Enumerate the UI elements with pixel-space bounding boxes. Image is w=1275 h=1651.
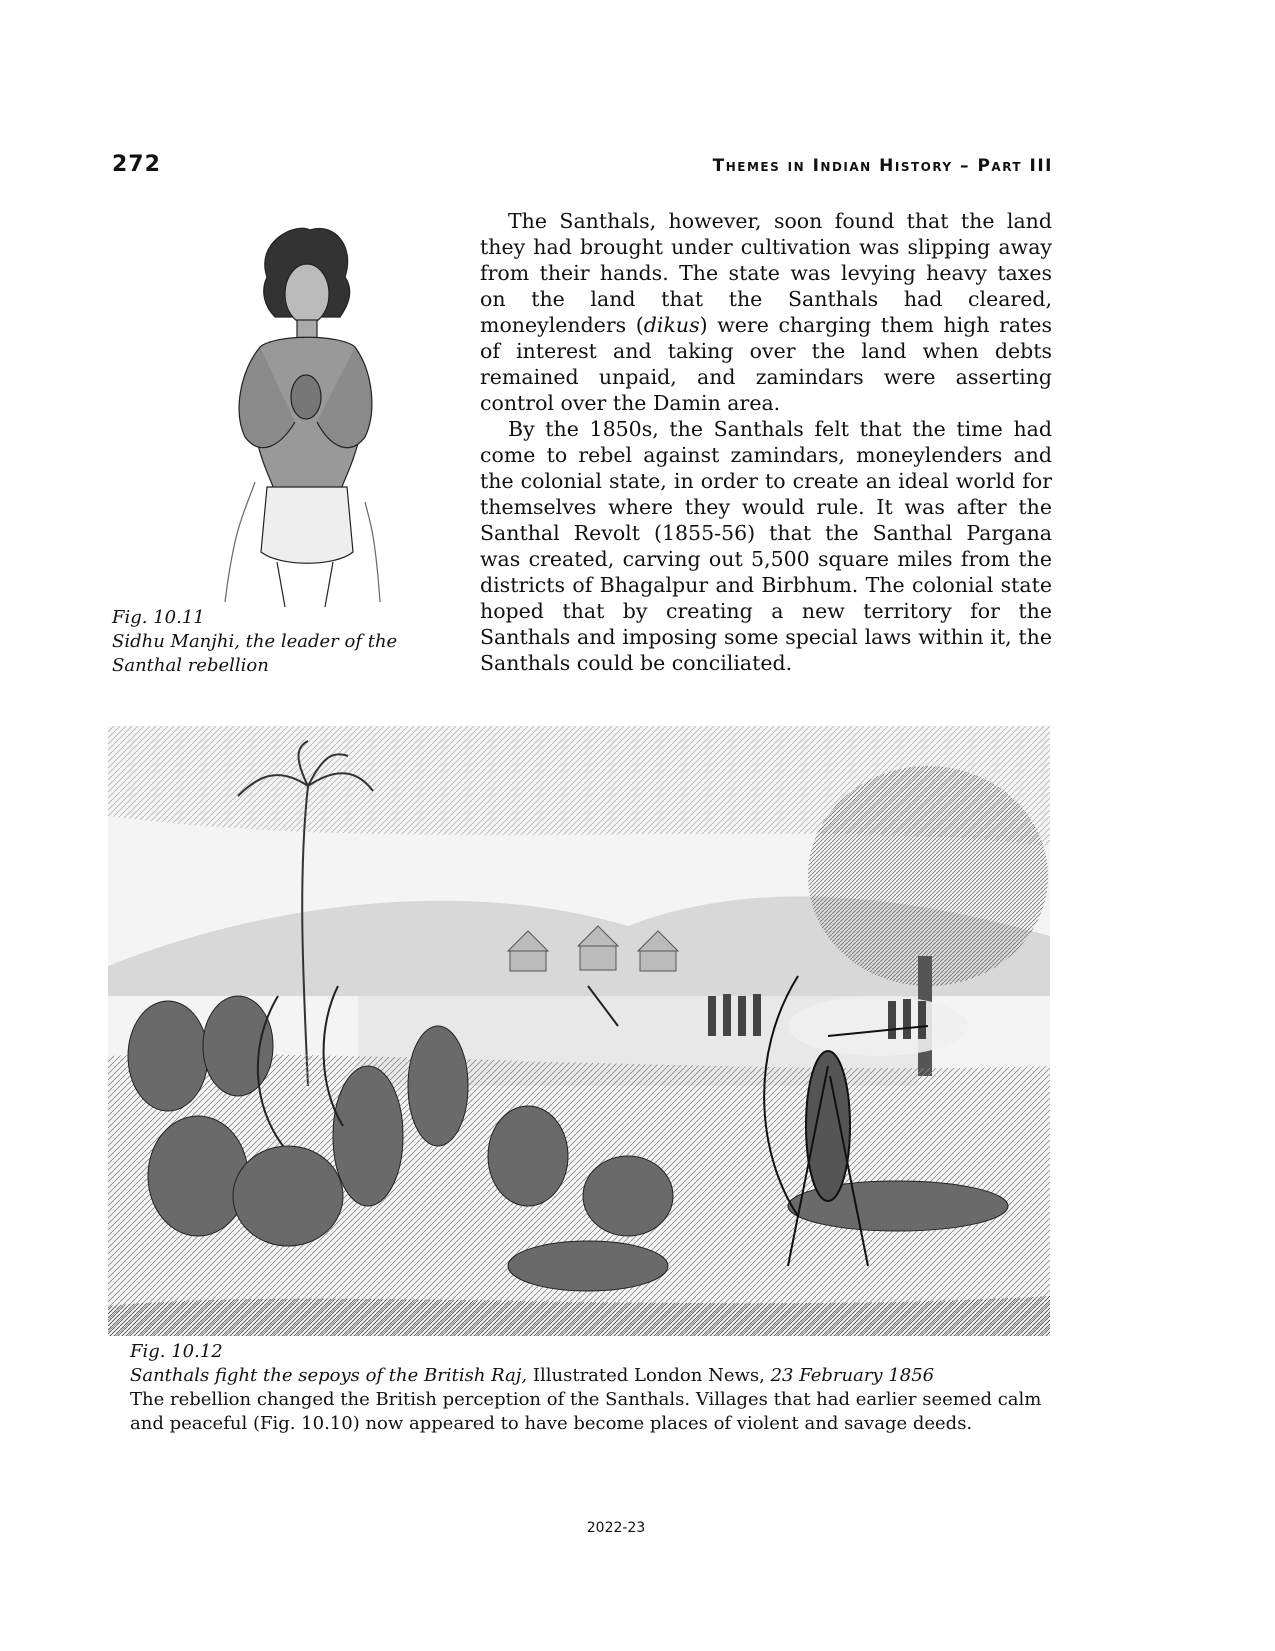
fig-10-12-caption bbox=[130, 1340, 1050, 1436]
portrait-illustration bbox=[205, 222, 405, 607]
caption-line: Sidhu Manjhi, the leader of the bbox=[112, 631, 398, 652]
running-header: Themes in Indian History – Part III bbox=[712, 156, 1053, 176]
italic-term: dikus bbox=[643, 313, 700, 337]
fig-10-11-caption bbox=[112, 606, 442, 678]
paragraph bbox=[480, 208, 1052, 416]
year-footer: 2022-23 bbox=[586, 1520, 646, 1536]
caption-title: Santhals fight the sepoys of the British Raj, bbox=[130, 1365, 528, 1386]
fig-label: Fig. 10.11 bbox=[112, 607, 205, 628]
body-text bbox=[480, 208, 1052, 676]
caption-source: Illustrated London News, bbox=[532, 1365, 765, 1386]
caption-description: The rebellion changed the British perception of the Santhals. Villages that had earlier seemed calm and peaceful (Fig. 10.10) now appeared to have become places of violent and savage deeds. bbox=[130, 1389, 1042, 1434]
fig-label: Fig. 10.12 bbox=[130, 1341, 223, 1362]
caption-date: 23 February 1856 bbox=[770, 1365, 935, 1386]
paragraph: By the 1850s, the Santhals felt that the time had come to rebel against zamindars, moneylenders and the colonial state, in order to create an ideal world for themselves where they would rule. It was after the Santhal Revolt (1855-56) that the Santhal Pargana was created, carving out 5,500 square miles from the districts of Bhagalpur and Birbhum. The colonial state hoped that by creating a new territory for the Santhals and imposing some special laws within it, the Santhals could be conciliated. bbox=[480, 417, 1052, 675]
text-span: The Santhals, however, soon found that the land they had brought under cultivation was slipping away from their hands. The state was levying heavy taxes on the land that the Santhals had cleared, moneylenders ( bbox=[480, 209, 1052, 337]
caption-line: Santhal rebellion bbox=[112, 655, 269, 676]
page-number: 272 bbox=[112, 152, 161, 177]
battle-scene-illustration bbox=[108, 726, 1050, 1336]
text-span: ) were charging them high rates of interest and taking over the land when debts remained unpaid, and zamindars were asserting control over the Damin area. bbox=[480, 313, 1052, 415]
caption-title-line bbox=[130, 1364, 1050, 1388]
